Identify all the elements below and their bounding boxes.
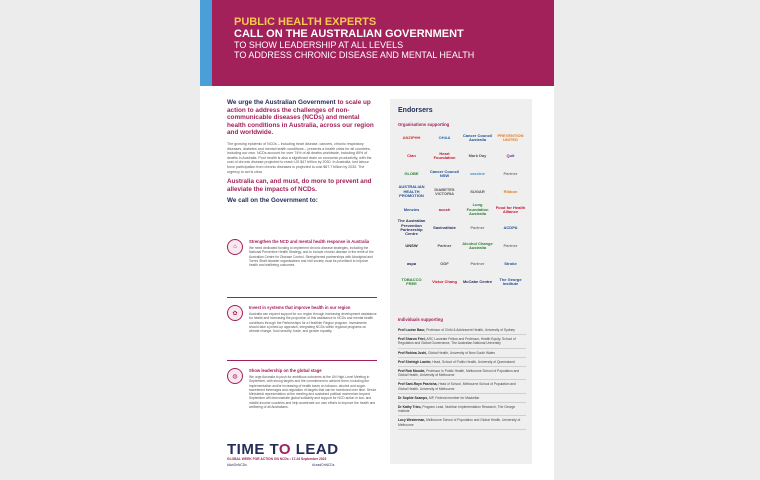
footer-subtitle: GLOBAL WEEK FOR ACTION ON NCDs • 17-24 September 2023 [227,457,327,461]
organisation-logo: TOBACCO FREE [401,276,422,286]
organisation-logo: Partner [437,242,452,248]
action-text: We need dedicated funding to implement chronic disease strategies, including the National Preventive Health Strategy, and to include chronic disease in the remit of the Australian Centre for Disease Control. Strengthened partnerships with Aboriginal and Torres Strait Islander organisations and civil society must be prioritised to improve health and wellbeing outcomes. [249,246,374,268]
individual-endorser [398,358,526,367]
individuals-label: Individuals supporting [398,317,443,322]
action-text: Australia can expand support for our region through increasing development assistance for health and increasing the proportion of this assistance to NCDs and mental health conditions through the Partnerships for a Healthier Region program. Investments should take a joined-up approach, integrating NCDs within regional programs on climate change, food security, trade, and gender equality. [249,312,377,334]
organisation-logo: SUGAR [470,188,485,194]
individual-name: Prof Rohina Joshi, [398,350,428,355]
header-banner [200,0,554,86]
banner-accent-stripe [200,0,212,86]
endorsers-title: Endorsers [398,107,433,114]
lead-part-2: to scale up action to address the challenges of non-communicable diseases (NCDs) and mental health conditions in Australia, across our region and worldwide. [227,99,374,137]
individuals-list [398,326,526,430]
action-body [249,305,377,333]
individual-name: Dr Kathy Trieu, [398,405,422,410]
action-text: We urge Australia to push for ambitious outcomes at the UN High-Level Meeting in September, with strong targets and the commitment to achieve them, including the implementation and/or increasing of health taxes on tobacco, alcohol and sugar-sweetened beverages and regulation of targets that can be monitored over time. Senior Ministerial representation at the meeting and sustained political momentum beyond September will demonstrate global solidarity and support for NCD action in low- and middle-income countries and help accelerate our own efforts to improve the health and wellbeing of all Australians. [249,375,377,410]
left-column [227,99,377,204]
organisation-logo: McCabe Centre [462,278,493,284]
individual-role: Melbourne School of Population and Global Health, University of Melbourne [398,418,521,427]
organisation-logo: DIABETES VICTORIA [434,186,455,196]
individual-role: ARC Laureate Fellow and Professor, Health Equity, School of Regulation and Global Governance, The Australian National University [398,337,516,346]
individual-endorser [398,403,526,416]
hashtag-left: #ActOnNCDs [227,463,247,467]
individual-name: Prof Sant-Rayn Pasricha, [398,382,438,387]
organisation-logo: Food for Health Alliance [495,204,526,214]
individual-name: Dr Sophie Scamps, [398,395,429,400]
organisation-logo: Cancer Council Australia [462,132,493,142]
call-subheading: We call on the Government to: [227,196,318,204]
organisation-logo: ODF [440,260,449,266]
action-title: Invest in systems that improve health in our region [249,305,351,310]
individual-name: Prof Sharon Friel, [398,337,426,342]
lead-statement [227,99,377,137]
banner-line-2: CALL ON THE AUSTRALIAN GOVERNMENT [234,28,464,40]
globe-icon: ◍ [227,368,243,384]
organisation-logo: Quit [506,152,515,158]
organisation-logo: Ribbon [503,188,518,194]
individual-role: Program Lead, Nutrition Implementation Research, The George Institute [398,405,516,414]
organisations-label: Organisations supporting [398,122,450,127]
individual-name: Prof Rob Moodie, [398,369,426,374]
individual-name: Lucy Westerman, [398,418,426,423]
divider [227,360,377,361]
organisation-logo: ACDPA [503,224,518,230]
banner-line-1: PUBLIC HEALTH EXPERTS [234,16,377,28]
individual-endorser [398,380,526,393]
action-title: Strengthen the NCD and mental health response in Australia [249,239,370,244]
organisation-logo: vaccine [470,170,485,176]
organisation-logo: Mark Day [468,152,487,158]
divider [227,297,377,298]
organisation-logo: Partner [470,224,485,230]
organisation-logo: ANZIPHH [402,134,421,140]
organisation-logo: Partner [503,170,518,176]
time-to-lead-logo [227,441,339,458]
individual-endorser [398,326,526,335]
organisation-logo: The Australian Prevention Partnership Centre [397,218,426,237]
individual-role: Head of School, Melbourne School of Population and Global Health, University of Melbourne [398,382,516,391]
house-icon: ⌂ [227,239,243,255]
organisation-logo: Victor Chang [432,278,457,284]
individual-role: Global Health, University of New South Wales [428,350,495,355]
organisation-logo: The George Institute [499,276,522,286]
individual-name: Prof Louise Baur, [398,328,426,332]
organisation-logo: aspa [406,260,417,266]
organisation-logo: Lung Foundation Australia [466,202,489,217]
organisation-logo: Heart Foundation [433,150,456,160]
call-heading: Australia can, and must, do more to prevent and alleviate the impacts of NCDs. [227,178,372,193]
organisation-logo: Clan [407,152,416,158]
organisation-logo: Partner [503,242,518,248]
individual-endorser [398,394,526,403]
individual-name: Prof Sheleigh Lawler, [398,359,432,364]
banner-line-4: TO ADDRESS CHRONIC DISEASE AND MENTAL HEALTH [234,50,475,60]
individual-endorser [398,349,526,358]
individual-role: Head, School of Public Health, University of Queensland [432,359,515,364]
individual-role: Professor of Child & Adolescent Health, University of Sydney [426,328,515,332]
action-body [249,239,377,267]
organisation-logo: GLOBE [404,170,419,176]
organisation-logo: Partner [470,260,485,266]
hashtag-right: #LeadOnNCDs [312,463,335,467]
organisation-logo: UNSW [405,242,418,248]
banner-line-3: TO SHOW LEADERSHIP AT ALL LEVELS [234,40,404,50]
organisation-logo: Menzies [403,206,420,212]
logo-o: O [278,441,292,458]
organisation-logo: AUSTRALIAN HEALTH PROMOTION [398,184,425,199]
endorsers-panel [390,99,532,464]
individual-role: MP, Federal member for Mackellar [428,395,480,400]
organisation-logo-grid [396,131,528,289]
organisation-logo: Saxinstitute [433,224,456,230]
organisation-logo: Alcohol Change Australia [462,240,493,250]
individual-role: Professor in Public Health, Melbourne School of Population and Global Health, University of Melbourne [398,369,520,378]
individual-endorser [398,335,526,348]
handshake-icon: ✿ [227,305,243,321]
individual-endorser [398,416,526,429]
logo-right: LEAD [291,441,339,458]
logo-left: TIME T [227,441,279,458]
intro-paragraph: The growing epidemic of NCDs – including heart disease, cancers, chronic respiratory diseases, diabetes and mental health conditions – presents a health crisis for all countries, including our own. NCDs account for over 74% of all deaths worldwide, including 89% of deaths in Australia. Poor health is also a significant drain on economic productivity, with the cost of chronic disease projected to reach US $47 trillion by 2030. In Australia, lost labour force participation from chronic diseases is projected to cost $67.7 billion by 2030. The urgency to act is clear. [227,141,372,174]
organisation-logo: OHAA [438,134,451,140]
organisation-logo: Stroke [504,260,517,266]
action-body [249,368,377,409]
organisation-logo: PREVENTION UNITED [497,132,524,142]
banner-text [234,16,544,60]
organisation-logo: acosh [438,206,451,212]
lead-part-1: We urge the Australian Government [227,99,336,106]
individual-endorser [398,367,526,380]
action-title: Show leadership on the global stage [249,368,322,373]
organisation-logo: Cancer Council NSW [429,168,460,178]
poster-page [200,0,554,480]
